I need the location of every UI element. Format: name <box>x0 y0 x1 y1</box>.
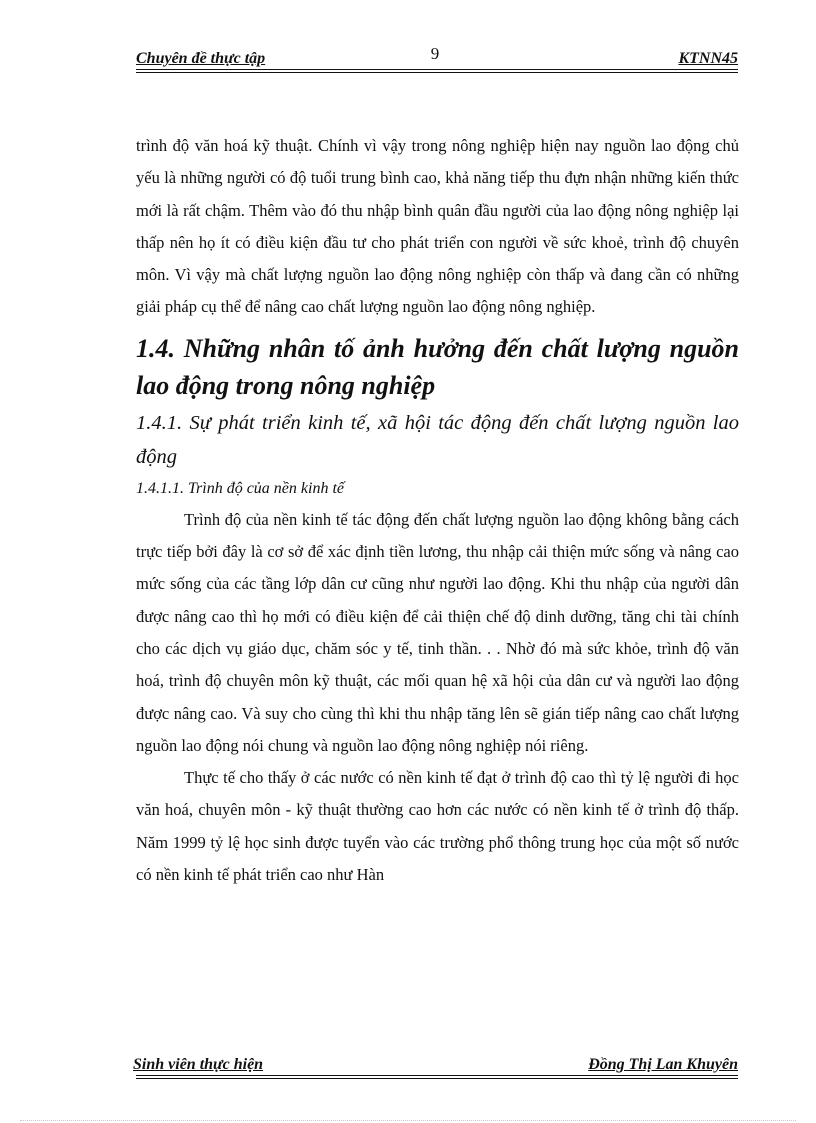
page-bottom-border <box>20 1120 796 1121</box>
footer-author-name: Đồng Thị Lan Khuyên <box>588 1056 738 1073</box>
section-heading-1-4-1-1: 1.4.1.1. Trình độ của nền kinh tế <box>136 479 344 497</box>
header-rule <box>136 69 738 70</box>
body-paragraph: Thực tế cho thấy ở các nước có nền kinh tế đạt ở trình độ cao thì tỷ lệ người đi học văn hoá, chuyên môn - kỹ thuật thường cao hơn các nước có nền kinh tế ở trình độ thấp. Năm 1999 tỷ lệ học sinh được tuyển vào các trường phổ thông trung học của một số nước có nền kinh tế phát triển cao như Hàn <box>136 768 739 885</box>
footer-rule <box>136 1075 738 1076</box>
section-heading-1-4: 1.4. Những nhân tố ảnh hưởng đến chất lượng nguồn lao động trong nông nghiệp <box>136 333 739 400</box>
footer-rule-2 <box>136 1078 738 1079</box>
page-content <box>136 130 739 891</box>
footer-student-label: Sinh viên thực hiện <box>133 1056 264 1073</box>
body-paragraph: trình độ văn hoá kỹ thuật. Chính vì vậy trong nông nghiệp hiện nay nguồn lao động chủ yếu là những người có độ tuổi trung bình cao, khả năng tiếp thu đựn nhận những kiến thức mới là rất chậm. Thêm vào đó thu nhập bình quân đầu người của lao động nông nghiệp lại thấp nên họ ít có điều kiện đầu tư cho phát triển con người về sức khoẻ, trình độ chuyên môn. Vì vậy mà chất lượng nguồn lao động nông nghiệp còn thấp và đang cần có những giải pháp cụ thể để nâng cao chất lượng nguồn lao động nông nghiệp. <box>136 136 739 317</box>
body-paragraph: Trình độ của nền kinh tế tác động đến chất lượng nguồn lao động không bằng cách trực tiếp bởi đây là cơ sở để xác định tiền lương, thu nhập cải thiện mức sống và nâng cao mức sống của các tầng lớp dân cư cũng như người lao động. Khi thu nhập của người dân được nâng cao thì họ mới có điều kiện để cải thiện chế độ dinh dưỡng, tăng chi tài chính cho các dịch vụ giáo dục, chăm sóc y tế, tinh thần. . . Nhờ đó mà sức khỏe, trình độ văn hoá, trình độ chuyên môn kỹ thuật, các mối quan hệ xã hội của dân cư và người lao động được nâng cao. Và suy cho cùng thì khi thu nhập tăng lên sẽ gián tiếp nâng cao chất lượng nguồn lao động nói chung và nguồn lao động nông nghiệp nói riêng. <box>136 509 739 755</box>
header-right-code: KTNN45 <box>678 50 738 67</box>
section-heading-1-4-1: 1.4.1. Sự phát triển kinh tế, xã hội tác động đến chất lượng nguồn lao động <box>136 411 739 468</box>
page-number: 9 <box>430 44 440 63</box>
header-rule-2 <box>136 72 738 73</box>
header-left-title: Chuyên đề thực tập <box>136 50 266 67</box>
